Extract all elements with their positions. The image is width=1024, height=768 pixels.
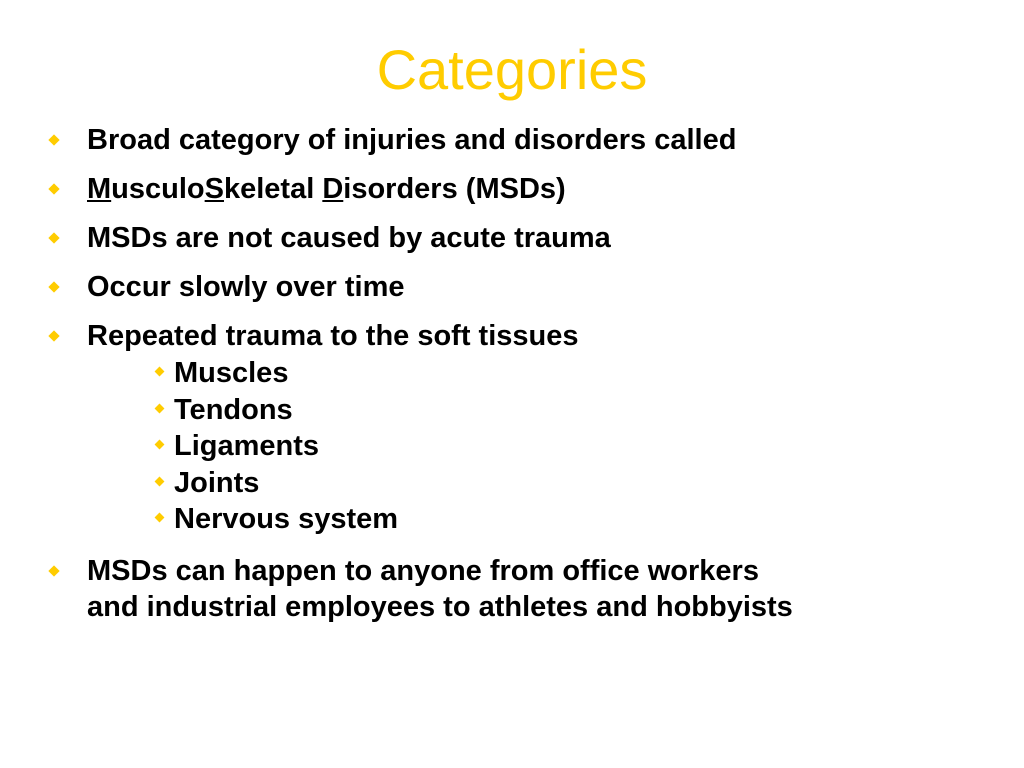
text-segment: usculo — [111, 173, 205, 205]
sub-bullet-text: Joints — [174, 466, 260, 499]
diamond-bullet-icon — [48, 330, 59, 341]
diamond-bullet-icon — [155, 367, 165, 377]
bullet-text: Repeated trauma to the soft tissues — [87, 320, 579, 352]
diamond-bullet-icon — [48, 183, 59, 194]
bullet-text-line: MSDs can happen to anyone from office workers — [87, 554, 759, 587]
bullet-item — [50, 318, 990, 538]
sub-bullet-item — [87, 428, 990, 465]
diamond-bullet-icon — [48, 565, 59, 576]
sub-bullet-text: Nervous system — [174, 503, 399, 535]
sub-bullet-item — [87, 355, 990, 392]
diamond-bullet-icon — [48, 281, 59, 292]
bullet-text: MSDs are not caused by acute trauma — [87, 222, 611, 254]
bullet-text: Occur slowly over time — [87, 271, 405, 303]
diamond-bullet-icon — [155, 403, 165, 413]
bullet-text-line: and industrial employees to athletes and hobbyists — [87, 590, 793, 623]
text-segment: isorders (MSDs) — [343, 173, 566, 205]
bullet-item — [50, 171, 990, 207]
sub-bullet-item — [87, 501, 990, 538]
sub-bullet-list — [87, 355, 990, 538]
diamond-bullet-icon — [48, 232, 59, 243]
text-segment: keletal — [223, 173, 323, 205]
sub-bullet-text: Tendons — [174, 393, 293, 426]
bullet-item — [50, 553, 990, 625]
bullet-text — [87, 173, 566, 205]
bullet-item — [50, 122, 990, 158]
diamond-bullet-icon — [48, 134, 59, 145]
diamond-bullet-icon — [155, 513, 165, 523]
diamond-bullet-icon — [155, 476, 165, 486]
sub-bullet-item — [87, 465, 990, 502]
acronym-letter-s: S — [204, 173, 224, 205]
bullet-item — [50, 220, 990, 256]
bullet-item — [50, 269, 990, 305]
bullet-text: Broad category of injuries and disorders called — [87, 124, 737, 156]
diamond-bullet-icon — [155, 440, 165, 450]
sub-bullet-item — [87, 392, 990, 429]
acronym-letter-d: D — [322, 173, 344, 205]
bullet-list — [50, 122, 990, 638]
acronym-letter-m: M — [87, 173, 112, 205]
sub-bullet-text: Muscles — [174, 357, 289, 389]
slide-title: Categories — [376, 38, 648, 101]
sub-bullet-text: Ligaments — [174, 430, 320, 462]
